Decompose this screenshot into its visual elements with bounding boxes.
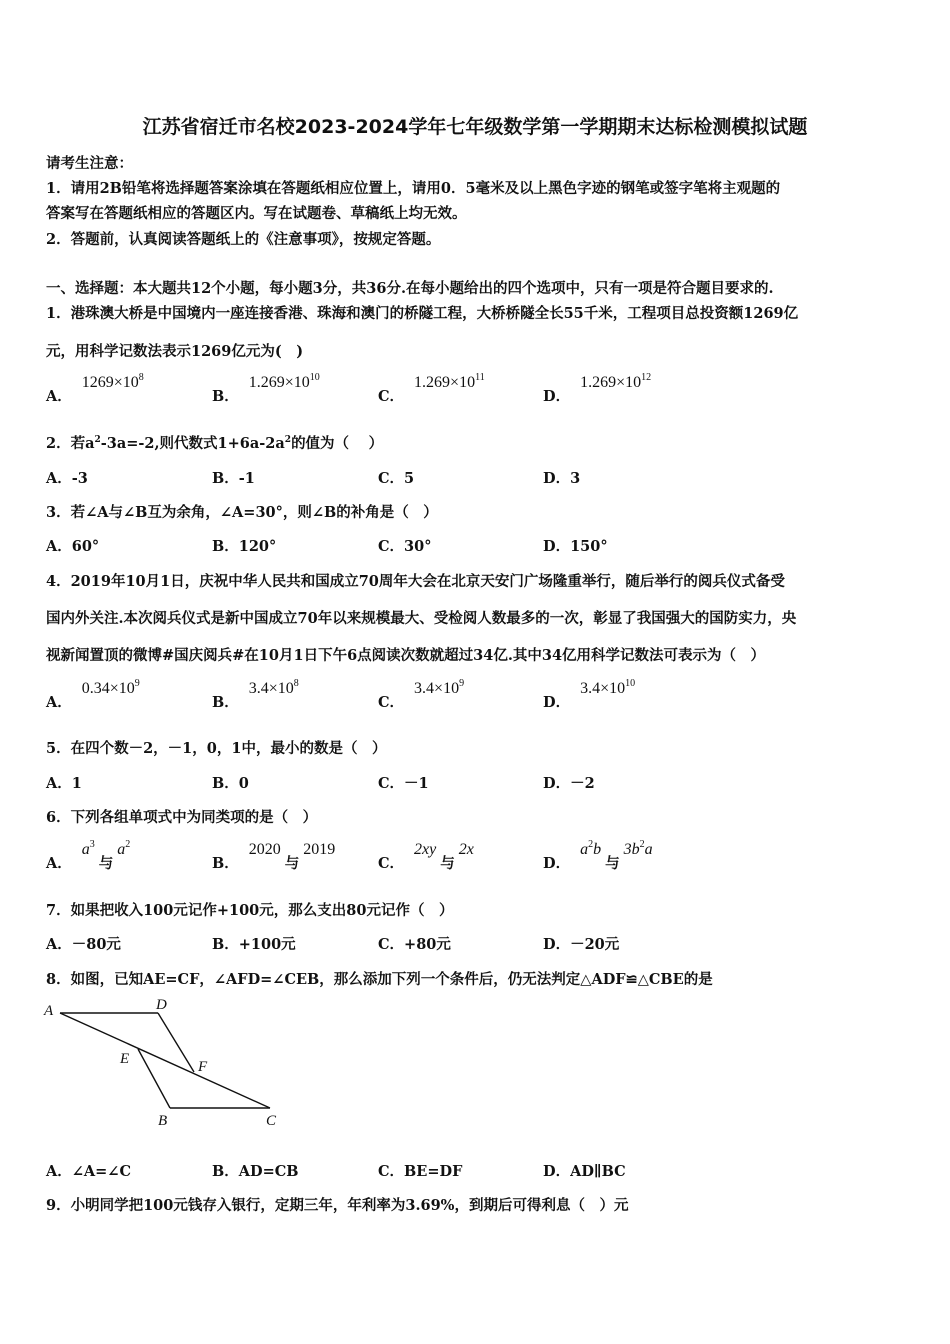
q7-stem: 7．如果把收入100元记作+100元，那么支出80元记作（ ） (46, 902, 454, 919)
notice-line-2: 答案写在答题纸相应的答题区内。写在试题卷、草稿纸上均无效。 (46, 205, 467, 222)
q4-stem-line-1: 4．2019年10月1日，庆祝中华人民共和国成立70周年大会在北京天安门广场隆重举行，随后举行的阅兵仪式备受 (46, 573, 785, 590)
label-E: E (120, 1051, 130, 1067)
q5-option-d[interactable]: D．－2 (543, 775, 595, 792)
q4-option-b[interactable]: B．$3.4\times 10^8$ (212, 678, 299, 711)
q4-option-d[interactable]: D．$3.4\times 10^{10}$ (543, 678, 636, 711)
q2-option-a[interactable]: A．-3 (46, 470, 88, 487)
q4-stem-line-3: 视新闻置顶的微博#国庆阅兵#在10月1日下午6点阅读次数就超过34亿.其中34亿用科学记数法可表示为（ ） (46, 647, 766, 664)
q6-option-a[interactable]: A．$a^3$与$a^2$ (46, 839, 131, 872)
q2-option-b[interactable]: B．-1 (212, 470, 255, 487)
q1-option-b[interactable]: B．$1.269\times 10^{10}$ (212, 372, 320, 405)
q1-stem-line-1: 1．港珠澳大桥是中国境内一座连接香港、珠海和澳门的桥隧工程，大桥桥隧全长55千米，工程项目总投资额1269亿 (46, 305, 799, 322)
q8-option-d[interactable]: D．AD∥BC (543, 1163, 626, 1180)
section-heading: 一、选择题：本大题共12个小题，每小题3分，共36分.在每小题给出的四个选项中，只有一项是符合题目要求的. (46, 280, 774, 297)
label-B: B (158, 1113, 168, 1129)
label-C: C (266, 1113, 277, 1129)
q5-stem: 5．在四个数－2，－1，0，1中，最小的数是（ ） (46, 740, 387, 757)
q1-option-d[interactable]: D．$1.269\times 10^{12}$ (543, 372, 652, 405)
q8-geometry-figure (40, 995, 290, 1130)
q2-option-c[interactable]: C．5 (378, 470, 415, 487)
q3-option-b[interactable]: B．120° (212, 538, 277, 555)
label-D: D (156, 997, 167, 1013)
q5-option-a[interactable]: A．1 (46, 775, 82, 792)
q3-option-d[interactable]: D．150° (543, 538, 608, 555)
q5-option-c[interactable]: C．－1 (378, 775, 429, 792)
notice-line-3: 2．答题前，认真阅读答题纸上的《注意事项》，按规定答题。 (46, 231, 441, 248)
q4-option-a[interactable]: A．$0.34\times 10^9$ (46, 678, 140, 711)
q6-stem: 6．下列各组单项式中为同类项的是（ ） (46, 809, 318, 826)
q1-option-c[interactable]: C．$1.269\times 10^{11}$ (378, 372, 485, 405)
q7-option-b[interactable]: B．+100元 (212, 936, 296, 953)
label-F: F (198, 1059, 208, 1075)
q6-option-b[interactable]: B．2020与2019 (212, 841, 336, 872)
q3-option-a[interactable]: A．60° (46, 538, 100, 555)
q1-stem-line-2: 元，用科学记数法表示1269亿元为( ) (46, 343, 304, 360)
q2-stem: 2．若$a^2-3a=-2$,则代数式$1+6a-2a^2$的值为（ ） (46, 435, 384, 452)
segment-DF (158, 1013, 194, 1072)
q7-option-a[interactable]: A．－80元 (46, 936, 121, 953)
q4-stem-line-2: 国内外关注.本次阅兵仪式是新中国成立70年以来规模最大、受检阅人数最多的一次，彰显了我国强大的国防实力，央 (46, 610, 797, 627)
notice-line-1: 1．请用2B铅笔将选择题答案涂填在答题纸相应位置上，请用0．5毫米及以上黑色字迹的钢笔或签字笔将主观题的 (46, 180, 781, 197)
q6-option-d[interactable]: D．$a^2b$与$3b^2a$ (543, 839, 653, 872)
q8-option-b[interactable]: B．AD=CB (212, 1163, 299, 1180)
q7-option-d[interactable]: D．－20元 (543, 936, 620, 953)
q1-option-a[interactable]: A．$1269\times 10^8$ (46, 372, 144, 405)
q9-stem: 9．小明同学把100元钱存入银行，定期三年，年利率为3.69%，到期后可得利息（ ）元 (46, 1197, 629, 1214)
label-A: A (44, 1003, 54, 1019)
segment-AC (60, 1013, 270, 1108)
q3-option-c[interactable]: C．30° (378, 538, 432, 555)
q5-option-b[interactable]: B．0 (212, 775, 249, 792)
q8-option-c[interactable]: C．BE=DF (378, 1163, 463, 1180)
q8-option-a[interactable]: A．∠A=∠C (46, 1163, 131, 1180)
notice-heading: 请考生注意： (46, 155, 133, 172)
q4-option-c[interactable]: C．$3.4\times 10^9$ (378, 678, 465, 711)
q7-option-c[interactable]: C．+80元 (378, 936, 451, 953)
page-title: 江苏省宿迁市名校2023-2024学年七年级数学第一学期期末达标检测模拟试题 (142, 116, 808, 138)
q8-stem: 8．如图，已知AE=CF，∠AFD=∠CEB，那么添加下列一个条件后，仍无法判定△ADF≌△CBE的是 (46, 971, 713, 988)
q2-option-d[interactable]: D．3 (543, 470, 581, 487)
q3-stem: 3．若∠A与∠B互为余角，∠A=30°，则∠B的补角是（ ） (46, 504, 438, 521)
segment-EB (138, 1049, 170, 1108)
q6-option-c[interactable]: C．2xy与2x (378, 841, 474, 872)
